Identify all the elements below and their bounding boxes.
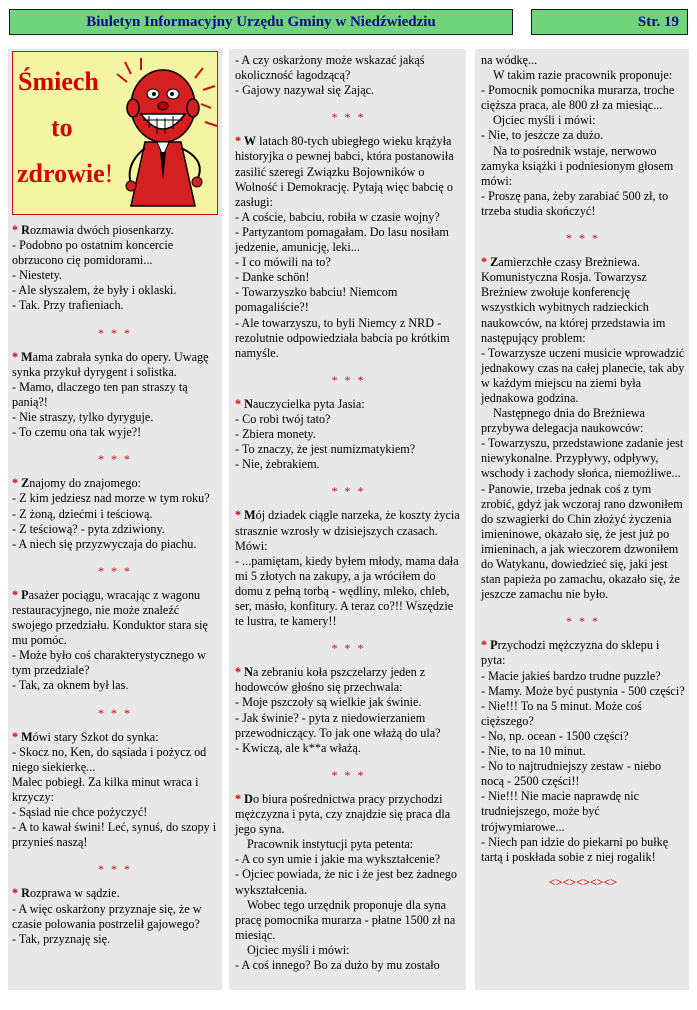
joke-line: - Z teściową? - pyta zdziwiony. [12,521,165,536]
column-2 [229,49,466,990]
joke-heading [235,665,462,695]
banner-line-1: Śmiech [18,67,99,96]
star-marker: * [235,134,244,149]
header-title: Biuletyn Informacyjny Urzędu Gminy w Niedźwiedziu [9,9,513,35]
joke-line: Następnego dnia do Breżniewa przybywa delegacja naukowców: [481,406,645,436]
star-marker: * [12,476,22,491]
column-1-text [12,223,218,947]
initial-letter: W [243,134,257,149]
joke-heading [12,588,218,648]
joke-line: - A więc oskarżony przyznaje się, że w czasie polowania postrzelił gajowego? [12,901,202,931]
joke-line: Na to pośrednik wstaje, nerwowo zamyka książki i podniesionym głosem mówi: [481,143,674,188]
joke-heading [235,397,462,412]
separator: * * * [98,452,132,467]
joke-line: - No to najtrudniejszy zestaw - niebo nocą - 2500 części!! [481,759,662,789]
separator: * * * [566,231,600,246]
joke-line: Ojciec myśli i mówi: [493,113,596,128]
star-marker: * [12,349,22,364]
heading-text: amierzchłe czasy Breżniewa. Komunistyczna Rosja. Towarzysz Breżniew zwołuje konferencję wszystkich wybitnych radzieckich naukowców, na której przedstawia im następujący problem: [481,255,666,345]
separator: * * * [331,767,366,782]
joke-heading [235,508,462,553]
joke-line: - A coście, babciu, robiła w czasie wojny? [235,209,440,224]
initial-letter: Z [490,255,499,270]
initial-letter: R [21,886,30,901]
separator: * * * [331,641,366,656]
heading-text: auczycielka pyta Jasia: [252,396,365,411]
joke-line: - Ale słyszałem, że były i oklaski. [12,283,177,298]
joke-line: - Zbiera monety. [235,427,316,442]
joke-line: - Niestety. [12,268,62,283]
joke-line: - Ale towarzyszu, to byli Niemcy z NRD - rezolutnie odpowiedziała babcia po krótkim namyśle. [235,315,450,360]
heading-text: ama zabrała synka do opery. Uwagę synka przykuł dyrygent i solistka. [12,349,209,379]
joke-line: - Mamy. Może być pustynia - 500 części? [481,683,685,698]
initial-letter: M [21,349,33,364]
initial-letter: N [244,665,253,680]
joke-heading [12,886,218,901]
joke-line: - Partyzantom pomagałam. Do lasu nosiłam jedzenie, amunicję, leki... [235,224,449,255]
laughing-man-icon [111,56,222,212]
banner-line-2: to [51,113,73,142]
separator: * * * [331,110,366,125]
joke-heading [481,255,685,346]
joke-line: - Niech pan idzie do piekarni po bułkę tartą i poskłada sobie z niej rogalik! [481,834,669,864]
joke-line: - Panowie, trzeba jednak coś z tym zrobić, gdyż jak wczoraj rano dzwoniłem do szwagierki do Chin złożyć życzenia imieninowe, okazało się, że jest już po imieninach, a jak wieczorem dzwoniłem do Watykanu, dowiedzieć się, jaki jest stan papieża po zamachu, okazało się, że jeszcze zamachu nie było. [481,481,683,602]
joke-heading [12,476,218,491]
joke-line: Malec pobiegł. Za kilka minut wraca i krzyczy: [12,774,199,804]
joke-line: - Z żoną, dziećmi i teściową. [12,506,153,521]
initial-letter: P [21,587,29,602]
joke-line: - A niech się przyzwyczaja do piachu. [12,536,197,551]
joke-line: - A to kawał świni! Leć, synuś, do szopy i przynieś naszą! [12,820,217,850]
joke-line: - Z kim jedziesz nad morze w tym roku? [12,491,210,506]
joke-line: - Nie, to jeszcze za dużo. [481,128,604,143]
column-3 [475,49,689,990]
heading-text: ozprawa w sądzie. [29,886,120,901]
joke-line: - Nie, to na 10 minut. [481,744,586,759]
joke-line: - To czemu ona tak wyje?! [12,425,142,440]
banner-word: zdrowie [17,159,105,188]
star-marker: * [235,396,245,411]
star-marker: * [235,508,245,523]
joke-line: - I co mówili na to? [235,255,331,270]
separator: * * * [98,563,132,578]
joke-heading [12,730,218,745]
initial-letter: R [21,223,30,237]
joke-heading [12,223,218,238]
joke-line: - Towarzyszko babciu! Niemcom pomagaliście?! [235,285,398,315]
star-marker: * [12,729,22,744]
star-marker: * [235,791,245,806]
joke-heading [481,638,685,668]
joke-line: na wódkę... [481,53,538,67]
column-3-text [481,53,685,890]
star-marker: * [481,638,491,653]
joke-line: - Skocz no, Ken, do sąsiada i pożycz od niego siekierkę... [12,744,207,774]
heading-text: rzychodzi mężczyzna do sklepu i pyta: [481,638,660,668]
heading-text: asażer pociągu, wracając z wagonu restauracyjnego, nie może znaleźć swojego przedziału. Konduktor stara się mu pomóc. [12,587,208,648]
joke-line: Ojciec myśli i mówi: [247,942,350,957]
joke-line: - Nie!!! To na 5 minut. Może coś cięższego? [481,698,642,728]
joke-line: - Pomocnik pomocnika murarza, troche cięższa praca, ale 800 zł za miesiąc... [481,83,675,113]
joke-heading [12,350,218,380]
separator: * * * [98,862,132,877]
heading-text: o biura pośrednictwa pracy przychodzi mężczyzna i pyta, czy znajdzie się praca dla jego syna. [235,791,451,837]
initial-letter: Z [21,476,30,491]
joke-line: - Co robi twój tato? [235,411,331,426]
joke-line: - A czy oskarżony może wskazać jakąś okoliczność łagodzącą? [235,53,425,83]
joke-line: - Może było coś charakterystycznego w tym przedziale? [12,648,206,678]
separator: * * * [331,484,366,499]
joke-line: - Jak świnie? - pyta z niedowierzaniem przewodniczący. To jak one włażą do ula? [235,710,441,740]
joke-line: - Nie straszy, tylko dyryguje. [12,410,154,425]
joke-line: - Proszę pana, żeby zarabiać 500 zł, to trzeba studia skończyć! [481,188,669,218]
heading-text: ój dziadek ciągle narzeka, że koszty życia strasznie wzrosły w dzisiejszych czasach. Mówi: [235,508,460,553]
initial-letter: M [244,508,256,523]
joke-line: - Moje pszczoły są wielkie jak świnie. [235,695,422,710]
joke-line: - A co syn umie i jakie ma wykształcenie? [235,852,441,867]
joke-line: - Nie!!! Nie macie naprawdę nic trudniejszego, może być trójwymiarowe... [481,789,640,834]
initial-letter: M [21,729,33,744]
heading-text: najomy do znajomego: [29,476,141,491]
joke-line: - Kwiczą, ale k**a włażą. [235,740,361,755]
banner-exclamation: ! [104,159,114,188]
joke-line: Pracownik instytucji pyta petenta: [247,837,414,852]
column-1 [8,49,222,990]
separator: * * * [98,705,132,720]
initial-letter: P [490,638,498,653]
separator: * * * [331,372,366,387]
joke-line: - Nie, żebrakiem. [235,457,320,472]
joke-line: - Ojciec powiada, że nic i że jest bez żadnego wykształcenia. [235,867,457,897]
joke-line: W takim razie pracownik proponuje: [493,68,673,83]
joke-line: - Danke schön! [235,270,310,285]
joke-line: - Gajowy nazywał się Zając. [235,83,375,98]
end-mark: <><><><><> [548,874,618,889]
joke-line: - Macie jakieś bardzo trudne puzzle? [481,668,661,683]
separator: * * * [566,614,600,629]
star-marker: * [12,886,22,901]
joke-line: - Towarzysze uczeni musicie wprowadzić jednakowy czas na całej planecie, tak aby w każdym miejscu na ziemi była jednakowa godzina. [481,345,685,405]
joke-line: - A coś innego? Bo za dużo by mu zostało [235,957,440,972]
joke-heading [235,134,462,209]
star-marker: * [12,587,22,602]
joke-line: - Towarzyszu, przedstawione zadanie jest niewykonalne. Przypływy, odpływy, wschody i zachody słońca, niemożliwe... [481,436,684,481]
joke-line: - Sąsiad nie chce pożyczyć! [12,805,148,820]
joke-line: - Mamo, dlaczego ten pan straszy tą panią?! [12,379,188,409]
star-marker: * [481,255,491,270]
banner-line-3 [17,159,114,188]
heading-text: ozmawia dwóch piosenkarzy. [29,223,174,237]
joke-line: - Tak. Przy trafieniach. [12,298,124,313]
joke-line: - To znaczy, że jest numizmatykiem? [235,442,416,457]
joke-line: Wobec tego urzędnik proponuje dla syna pracę pomocnika murarza - płatne 1500 zł na miesiąc. [235,897,456,942]
laugh-banner [12,51,218,215]
heading-text: latach 80-tych ubiegłego wieku krążyła historyjka o pewnej babci, która postanowiła zasilić szeregi Związku Bojowników o Wolność i Demokrację. Pytają więc babcię o zasługi: [235,134,454,209]
joke-line: - Tak, przyznaję się. [12,931,111,946]
star-marker: * [235,665,245,680]
separator: * * * [98,325,132,340]
heading-text: a zebraniu koła pszczelarzy jeden z hodowców głośno się przechwala: [235,665,426,695]
column-2-text [235,53,462,973]
joke-line: - No, np. ocean - 1500 części? [481,728,629,743]
star-marker: * [12,223,22,237]
initial-letter: D [244,791,253,806]
joke-line: - Tak, za oknem był las. [12,678,129,693]
joke-line: - Podobno po ostatnim koncercie obrzucono cię pomidorami... [12,238,174,268]
heading-text: ówi stary Szkot do synka: [32,729,159,744]
joke-line: - ...pamiętam, kiedy byłem młody, mama dała mi 5 złotych na zakupy, a ja wróciłem do domu z pełną torbą - wędliny, mleko, chleb, ser, masło, konfitury. A teraz co?!! Wszędzie te lustra, te kamery!! [235,553,459,629]
joke-heading [235,792,462,837]
initial-letter: N [244,396,253,411]
page-number: Str. 19 [531,9,688,35]
